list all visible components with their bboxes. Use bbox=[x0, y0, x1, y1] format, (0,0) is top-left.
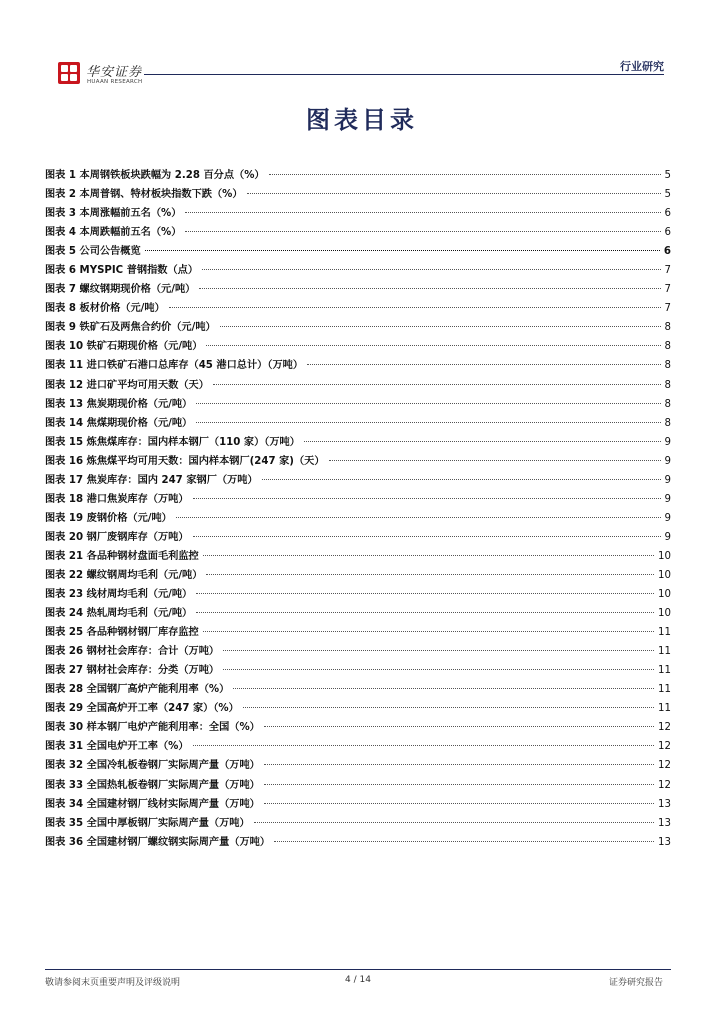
toc-entry-label: 图表 2 本周普钢、特材板块指数下跌（%） bbox=[45, 189, 243, 201]
toc-leader-dots bbox=[185, 231, 660, 232]
toc-leader-dots bbox=[196, 422, 660, 423]
toc-entry-page: 11 bbox=[658, 703, 671, 715]
toc-entry-label: 图表 32 全国冷轧板卷钢厂实际周产量（万吨） bbox=[45, 760, 260, 772]
toc-entry-label: 图表 35 全国中厚板钢厂实际周产量（万吨） bbox=[45, 817, 250, 829]
toc-entry-label: 图表 15 炼焦煤库存：国内样本钢厂（110 家）（万吨） bbox=[45, 436, 300, 448]
page-header bbox=[58, 58, 664, 88]
toc-entry-page: 5 bbox=[664, 170, 671, 181]
huaan-logo-icon bbox=[58, 62, 80, 84]
page-footer bbox=[45, 975, 671, 989]
toc-entry[interactable] bbox=[45, 299, 671, 318]
toc-entry[interactable] bbox=[45, 756, 671, 775]
toc-entry[interactable] bbox=[45, 242, 671, 261]
toc-entry-page: 12 bbox=[658, 779, 671, 791]
toc-entry-page: 13 bbox=[658, 798, 671, 810]
logo-english-name: HUAAN RESEARCH bbox=[87, 79, 143, 85]
page-number: 4 / 14 bbox=[345, 975, 371, 985]
toc-entry-page: 9 bbox=[664, 436, 671, 448]
report-type: 证券研究报告 bbox=[608, 978, 663, 988]
toc-leader-dots bbox=[145, 250, 660, 251]
toc-entry-label: 图表 4 本周跌幅前五名（%） bbox=[45, 227, 182, 239]
toc-entry-page: 10 bbox=[658, 569, 671, 581]
toc-entry-page: 10 bbox=[658, 589, 671, 601]
toc-entry-label: 图表 9 铁矿石及两焦合约价（元/吨） bbox=[45, 322, 216, 334]
toc-leader-dots bbox=[193, 745, 654, 746]
toc-entry-page: 11 bbox=[658, 665, 671, 677]
toc-entry-label: 图表 3 本周涨幅前五名（%） bbox=[45, 208, 182, 220]
toc-entry-label: 图表 6 MYSPIC 普钢指数（点） bbox=[45, 265, 199, 277]
toc-leader-dots bbox=[264, 784, 654, 785]
toc-entry-page: 7 bbox=[664, 265, 671, 277]
toc-leader-dots bbox=[223, 669, 654, 670]
toc-entry[interactable] bbox=[45, 471, 671, 490]
toc-entry-page: 13 bbox=[658, 817, 671, 829]
toc-leader-dots bbox=[203, 631, 654, 632]
toc-leader-dots bbox=[206, 345, 660, 346]
toc-entry[interactable] bbox=[45, 185, 671, 204]
toc-entry-page: 8 bbox=[664, 417, 671, 429]
toc-leader-dots bbox=[176, 517, 661, 518]
toc-leader-dots bbox=[329, 460, 661, 461]
toc-leader-dots bbox=[169, 307, 661, 308]
toc-entry-page: 9 bbox=[664, 474, 671, 486]
toc-leader-dots bbox=[243, 707, 654, 708]
toc-entry-page: 11 bbox=[658, 646, 671, 658]
toc-leader-dots bbox=[269, 174, 661, 175]
toc-entry[interactable] bbox=[45, 433, 671, 452]
toc-entry[interactable] bbox=[45, 680, 671, 699]
toc-entry-label: 图表 28 全国钢厂高炉产能利用率（%） bbox=[45, 684, 230, 696]
toc-entry-label: 图表 20 钢厂废钢库存（万吨） bbox=[45, 531, 189, 543]
toc-entry[interactable] bbox=[45, 280, 671, 299]
toc-entry-label: 图表 11 进口铁矿石港口总库存（45 港口总计）（万吨） bbox=[45, 360, 304, 372]
toc-entry-label: 图表 33 全国热轧板卷钢厂实际周产量（万吨） bbox=[45, 779, 260, 791]
toc-entry[interactable] bbox=[45, 833, 671, 852]
toc-entry-page: 13 bbox=[658, 836, 671, 848]
logo-chinese-name: 华安证券 bbox=[86, 65, 143, 80]
toc-entry[interactable] bbox=[45, 318, 671, 337]
toc-entry-page: 9 bbox=[664, 531, 671, 543]
toc-entry-page: 9 bbox=[664, 455, 671, 467]
toc-entry[interactable] bbox=[45, 223, 671, 242]
toc-entry-page: 11 bbox=[658, 627, 671, 639]
toc-entry-page: 7 bbox=[664, 284, 671, 296]
toc-entry-page: 10 bbox=[658, 608, 671, 620]
toc-entry[interactable] bbox=[45, 699, 671, 718]
toc-entry[interactable] bbox=[45, 528, 671, 547]
toc-entry[interactable] bbox=[45, 452, 671, 471]
toc-entry-label: 图表 31 全国电炉开工率（%） bbox=[45, 741, 189, 753]
toc-entry-label: 图表 14 焦煤期现价格（元/吨） bbox=[45, 417, 193, 429]
toc-entry-page: 9 bbox=[664, 512, 671, 524]
toc-leader-dots bbox=[304, 441, 661, 442]
toc-entry-page: 11 bbox=[658, 684, 671, 696]
toc-leader-dots bbox=[193, 498, 661, 499]
toc-entry-label: 图表 17 焦炭库存：国内 247 家钢厂（万吨） bbox=[45, 474, 258, 486]
toc-entry-label: 图表 21 各品种钢材盘面毛利监控 bbox=[45, 550, 199, 562]
toc-entry[interactable] bbox=[45, 585, 671, 604]
header-divider bbox=[144, 74, 664, 75]
toc-leader-dots bbox=[223, 650, 654, 651]
toc-leader-dots bbox=[196, 612, 654, 613]
toc-leader-dots bbox=[199, 288, 660, 289]
toc-entry[interactable] bbox=[45, 395, 671, 414]
toc-leader-dots bbox=[307, 364, 660, 365]
toc-entry[interactable] bbox=[45, 623, 671, 642]
footer-disclaimer: 敬请参阅末页重要声明及评级说明 bbox=[45, 978, 181, 988]
toc-entry[interactable] bbox=[45, 509, 671, 528]
footer-divider bbox=[45, 969, 671, 970]
toc-leader-dots bbox=[213, 384, 661, 385]
toc-leader-dots bbox=[264, 764, 654, 765]
toc-entry[interactable] bbox=[45, 356, 671, 375]
toc-leader-dots bbox=[202, 269, 661, 270]
toc-entry-label: 图表 16 炼焦煤平均可用天数：国内样本钢厂(247 家)（天） bbox=[45, 455, 325, 467]
toc-entry[interactable] bbox=[45, 776, 671, 795]
toc-entry-page: 12 bbox=[658, 722, 671, 734]
toc-entry[interactable] bbox=[45, 414, 671, 433]
toc-entry[interactable] bbox=[45, 204, 671, 223]
toc-entry-label: 图表 12 进口矿平均可用天数（天） bbox=[45, 379, 209, 391]
toc-entry[interactable] bbox=[45, 661, 671, 680]
toc-entry-page: 7 bbox=[664, 303, 671, 315]
toc-entry[interactable] bbox=[45, 337, 671, 356]
toc-entry[interactable] bbox=[45, 547, 671, 566]
toc-leader-dots bbox=[233, 688, 654, 689]
toc-leader-dots bbox=[264, 726, 654, 727]
toc-entry-page: 9 bbox=[664, 493, 671, 505]
toc-entry-label: 图表 13 焦炭期现价格（元/吨） bbox=[45, 398, 193, 410]
toc-entry-page: 10 bbox=[658, 550, 671, 562]
toc-entry[interactable] bbox=[45, 490, 671, 509]
toc-entry[interactable] bbox=[45, 814, 671, 833]
toc-entry-page: 8 bbox=[664, 360, 671, 372]
toc-entry-page: 6 bbox=[664, 208, 671, 220]
toc-leader-dots bbox=[274, 841, 654, 842]
toc-entry-label: 图表 29 全国高炉开工率（247 家）（%） bbox=[45, 703, 239, 715]
toc-entry-label: 图表 22 螺纹钢周均毛利（元/吨） bbox=[45, 569, 203, 581]
toc-entry[interactable] bbox=[45, 376, 671, 395]
toc-leader-dots bbox=[264, 803, 654, 804]
toc-entry-label: 图表 8 板材价格（元/吨） bbox=[45, 303, 165, 315]
toc-entry-label: 图表 27 钢材社会库存：分类（万吨） bbox=[45, 665, 220, 677]
toc-leader-dots bbox=[196, 593, 654, 594]
toc-entry-label: 图表 24 热轧周均毛利（元/吨） bbox=[45, 608, 193, 620]
toc-leader-dots bbox=[220, 326, 661, 327]
toc-entry-label: 图表 26 钢材社会库存：合计（万吨） bbox=[45, 646, 220, 658]
section-tag: 行业研究 bbox=[612, 58, 664, 74]
toc-entry[interactable] bbox=[45, 642, 671, 661]
toc-entry[interactable] bbox=[45, 718, 671, 737]
toc-leader-dots bbox=[196, 403, 660, 404]
toc-entry-label: 图表 1 本周钢铁板块跌幅为 2.28 百分点（%） bbox=[45, 170, 265, 181]
toc-entry-label: 图表 36 全国建材钢厂螺纹钢实际周产量（万吨） bbox=[45, 836, 271, 848]
toc-entry-page: 6 bbox=[664, 227, 671, 239]
toc-entry[interactable] bbox=[45, 737, 671, 756]
toc-leader-dots bbox=[206, 574, 654, 575]
toc-entry-page: 8 bbox=[664, 341, 671, 353]
toc-entry[interactable] bbox=[45, 604, 671, 623]
toc-entry-page: 8 bbox=[664, 379, 671, 391]
toc-entry-page: 8 bbox=[664, 398, 671, 410]
toc-entry-label: 图表 25 各品种钢材钢厂库存监控 bbox=[45, 627, 199, 639]
toc-entry[interactable] bbox=[45, 261, 671, 280]
toc-entry-label: 图表 10 铁矿石期现价格（元/吨） bbox=[45, 341, 203, 353]
toc-entry-page: 12 bbox=[658, 741, 671, 753]
toc-leader-dots bbox=[254, 822, 654, 823]
toc-leader-dots bbox=[262, 479, 661, 480]
toc-leader-dots bbox=[203, 555, 654, 556]
toc-entry-label: 图表 30 样本钢厂电炉产能利用率：全国（%） bbox=[45, 722, 260, 734]
toc-entry-page: 5 bbox=[664, 189, 671, 201]
toc-entry-page: 6 bbox=[663, 246, 671, 258]
page-title: 图表目录 bbox=[306, 106, 418, 134]
toc-leader-dots bbox=[247, 193, 661, 194]
toc-entry[interactable] bbox=[45, 566, 671, 585]
toc-entry-label: 图表 34 全国建材钢厂线材实际周产量（万吨） bbox=[45, 798, 260, 810]
toc-entry-page: 8 bbox=[664, 322, 671, 334]
toc-entry-label: 图表 5 公司公告概览 bbox=[45, 246, 141, 258]
toc-entry[interactable] bbox=[45, 166, 671, 185]
toc-entry-label: 图表 7 螺纹钢期现价格（元/吨） bbox=[45, 284, 196, 296]
toc-leader-dots bbox=[193, 536, 661, 537]
toc-leader-dots bbox=[185, 212, 660, 213]
toc-entry-label: 图表 23 线材周均毛利（元/吨） bbox=[45, 589, 193, 601]
toc-entry-page: 12 bbox=[658, 760, 671, 772]
table-of-figures bbox=[45, 166, 671, 852]
toc-entry-label: 图表 19 废钢价格（元/吨） bbox=[45, 512, 172, 524]
toc-entry-label: 图表 18 港口焦炭库存（万吨） bbox=[45, 493, 189, 505]
toc-entry[interactable] bbox=[45, 795, 671, 814]
